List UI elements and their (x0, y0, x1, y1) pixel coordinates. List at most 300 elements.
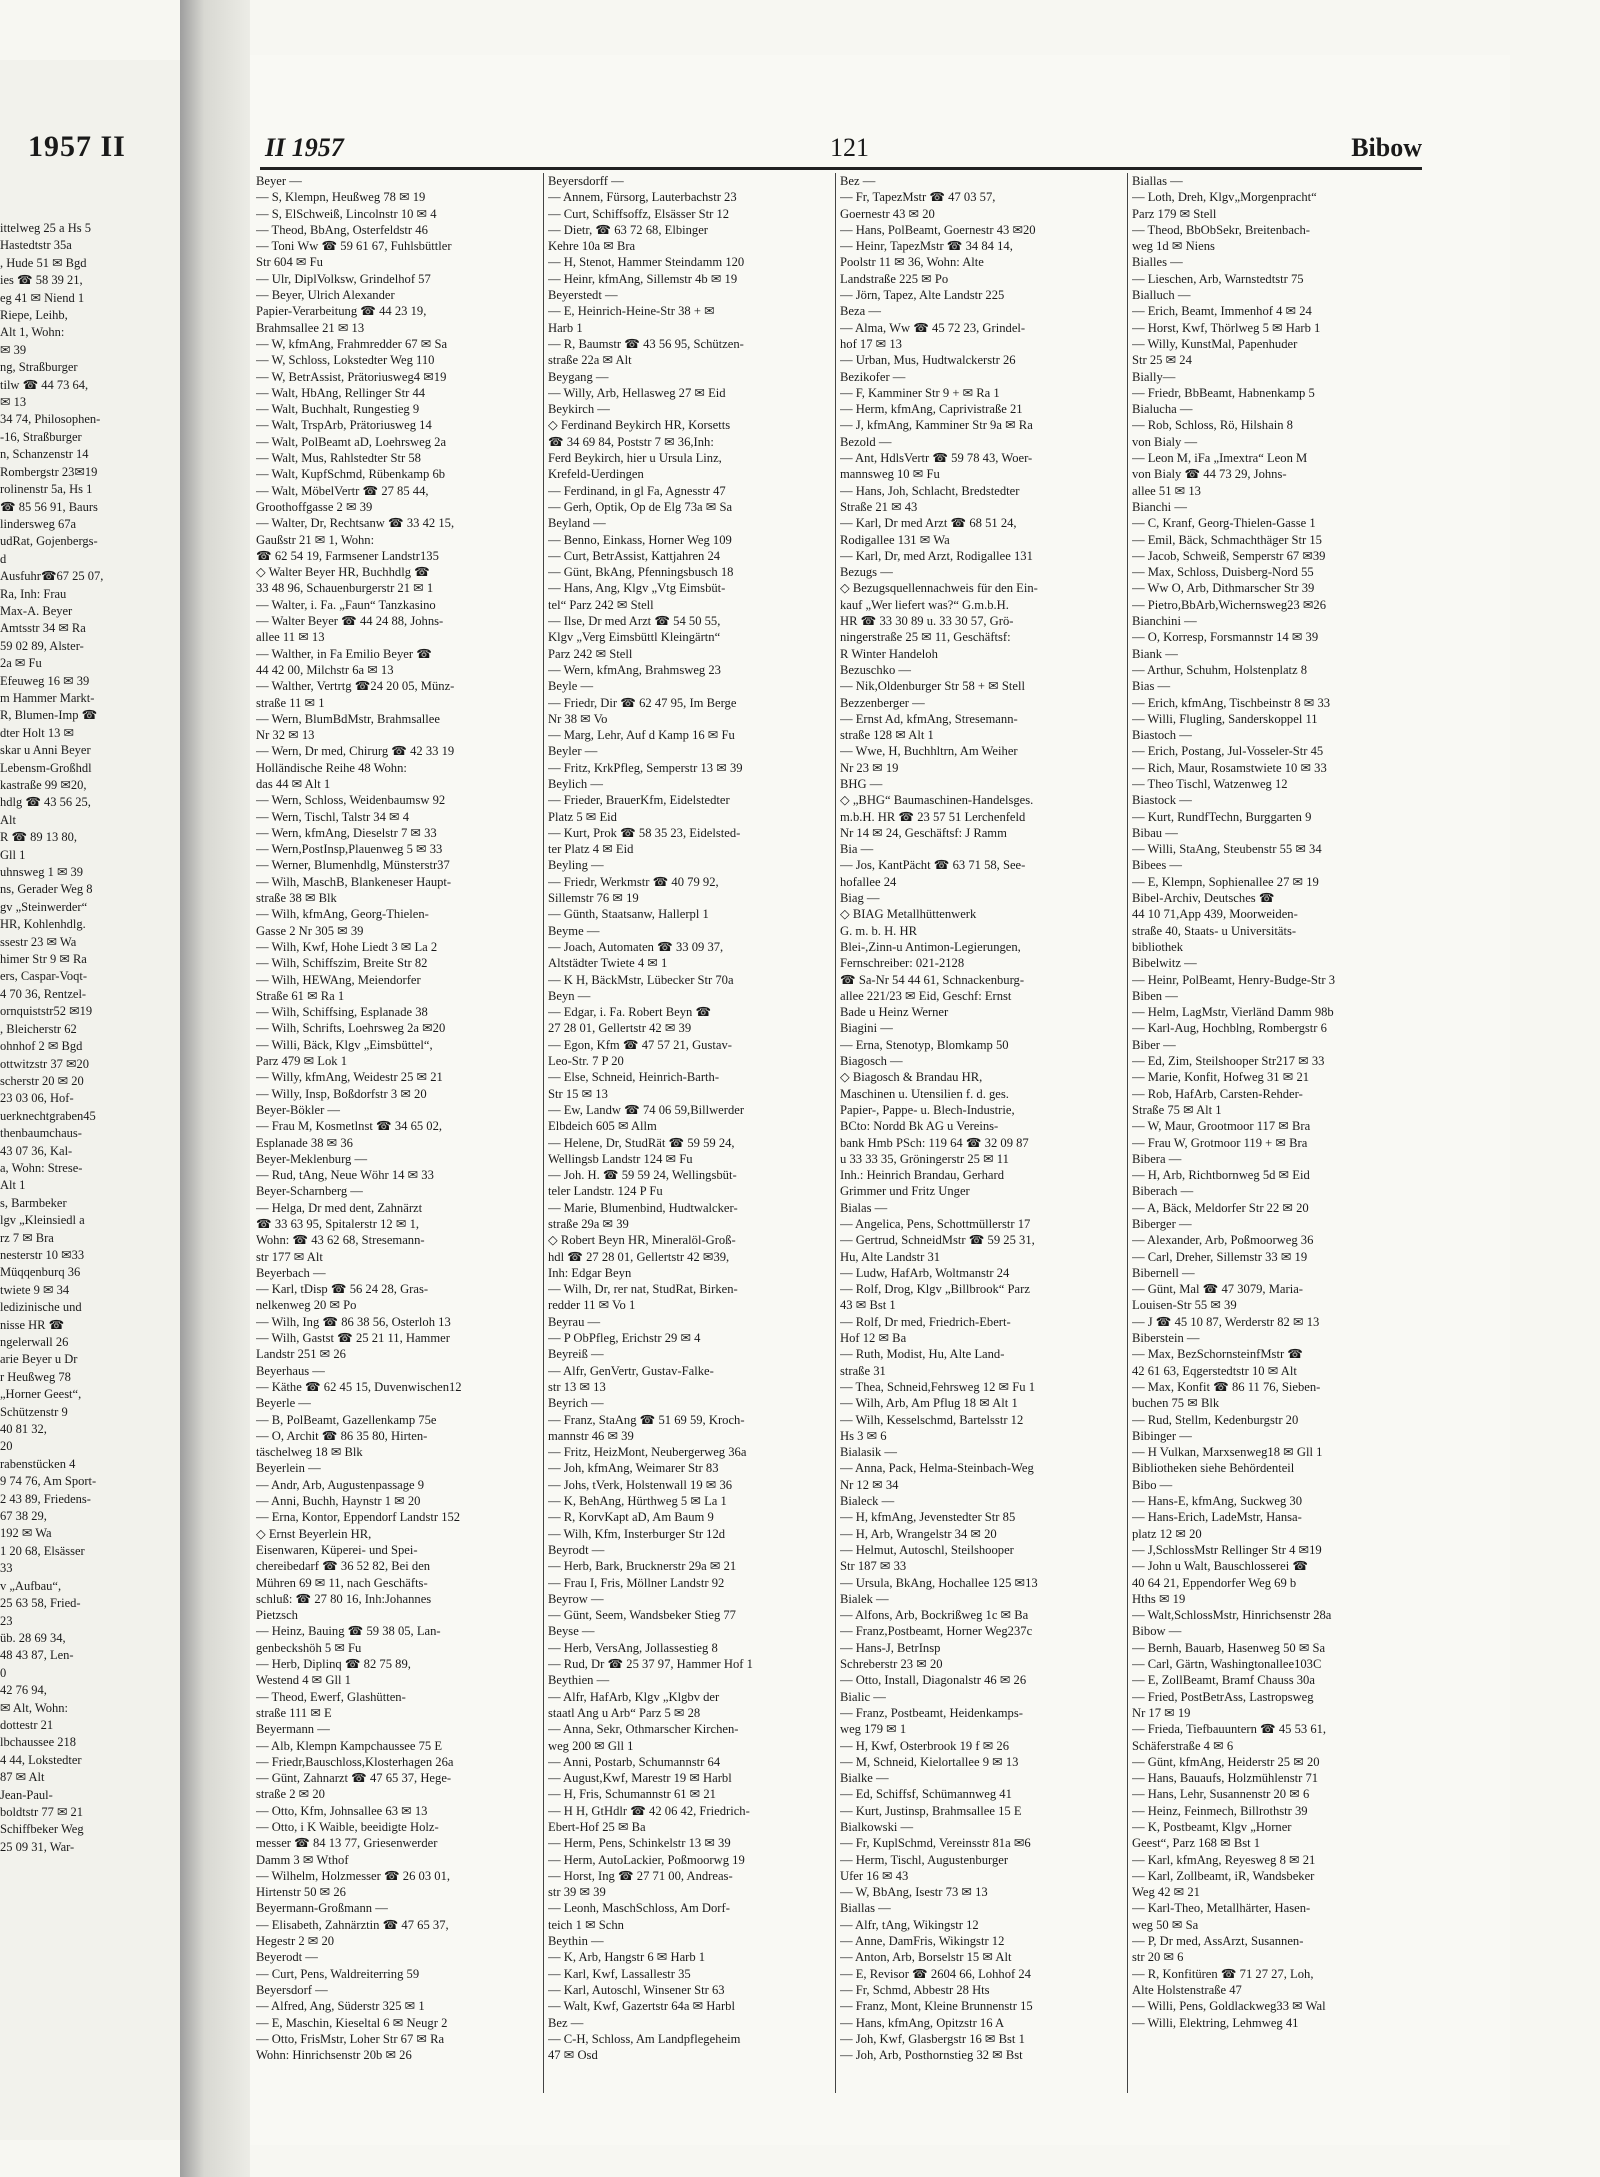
directory-entry-line: straße 31 (840, 1363, 886, 1378)
left-page-line: Lebensm-Großhdl (0, 760, 92, 775)
directory-entry-line: Mühren 69 ✉ 11, nach Geschäfts- (256, 1575, 428, 1590)
directory-entry-line: — Walt,SchlossMstr, Hinrichsenstr 28a (1132, 1608, 1332, 1623)
left-page-line: Schiffbeker Weg (0, 1822, 84, 1837)
directory-entry-line: Beyersdorf — (256, 1982, 328, 1997)
directory-entry-line: Kehre 10a ✉ Bra (548, 239, 636, 254)
directory-entry-line: — Jos, KantPächt ☎ 63 71 58, See- (840, 858, 1026, 873)
directory-entry-line: Leo-Str. 7 P 20 (548, 1054, 624, 1069)
directory-entry-line: mannsweg 10 ✉ Fu (840, 467, 940, 482)
directory-entry-line: — Marie, Blumenbind, Hudtwalcker- (548, 1200, 738, 1215)
directory-entry-line: — Gertrud, SchneidMstr ☎ 59 25 31, (840, 1233, 1035, 1248)
directory-entry-line: bibliothek (1132, 939, 1184, 954)
directory-entry-line: — Günt, Mal ☎ 47 3079, Maria- (1132, 1282, 1303, 1297)
directory-entry-line: Straße 61 ✉ Ra 1 (256, 988, 345, 1003)
directory-entry-line: — Fritz, HeizMont, Neubergerweg 36a (548, 1445, 747, 1460)
left-page-line: ✉ 13 (0, 395, 27, 410)
left-page-header: 1957 II (28, 130, 126, 163)
directory-entry-line: Bade u Heinz Werner (840, 1005, 949, 1020)
directory-entry-line: Papier-, Pappe- u. Blech-Industrie, (840, 1102, 1015, 1117)
directory-entry-line: Inh: Edgar Beyn (548, 1265, 632, 1280)
left-page-line: d (0, 551, 7, 566)
directory-entry-line: — H Vulkan, Marxsenweg18 ✉ Gll 1 (1132, 1445, 1323, 1460)
directory-entry-line: Beyerle — (256, 1396, 311, 1411)
left-page-line: lgv „Kleinsiedl a (0, 1213, 85, 1228)
directory-entry-line: — Willi, Pens, Goldlackweg33 ✉ Wal (1132, 1999, 1326, 2014)
directory-page (250, 55, 1510, 2145)
directory-entry-line: Bialeck — (840, 1494, 895, 1509)
directory-entry-line: 42 61 63, Eqgerstedtstr 10 ✉ Alt (1132, 1363, 1297, 1378)
directory-entry-line: — J ☎ 45 10 87, Werderstr 82 ✉ 13 (1132, 1314, 1320, 1329)
directory-entry-line: — Max, BezSchornsteinfMstr ☎ (1132, 1347, 1303, 1362)
directory-entry-line: — Wilh, MaschB, Blankeneser Haupt- (256, 874, 452, 889)
directory-entry-line: — Joh. H. ☎ 59 59 24, Wellingsbüt- (548, 1168, 737, 1183)
directory-entry-line: — M, Schneid, Kielortallee 9 ✉ 13 (840, 1754, 1019, 1769)
directory-entry-line: ◇ „BHG“ Baumaschinen-Handelsges. (840, 793, 1034, 808)
directory-entry-line: — E, ZollBeamt, Bramf Chauss 30a (1132, 1673, 1315, 1688)
directory-entry-line: Bibees — (1132, 858, 1183, 873)
left-page-line: Amtsstr 34 ✉ Ra (0, 621, 86, 636)
directory-entry-line: — Otto, i K Waible, beeidigte Holz- (256, 1819, 439, 1834)
directory-entry-line: ☎ 33 63 95, Spitalerstr 12 ✉ 1, (256, 1217, 420, 1231)
directory-entry-line: — S, ElSchweiß, Lincolnstr 10 ✉ 4 (256, 206, 437, 221)
left-page-line: thenbaumchaus- (0, 1126, 82, 1141)
directory-entry-line: — Karl, kfmAng, Reyesweg 8 ✉ 21 (1132, 1852, 1316, 1867)
directory-entry-line: mannstr 46 ✉ 39 (548, 1428, 634, 1443)
directory-entry-line: straße 11 ✉ 1 (256, 695, 325, 710)
directory-entry-line: Bibera — (1132, 1151, 1182, 1166)
left-page-line: eg 41 ✉ Niend 1 (0, 290, 85, 305)
directory-entry-line: Bialucha — (1132, 402, 1193, 417)
directory-entry-line: — Fried, PostBetrAss, Lastropsweg (1132, 1689, 1314, 1704)
directory-entry-line: — Erich, kfmAng, Tischbeinstr 8 ✉ 33 (1132, 695, 1331, 710)
directory-entry-line: Pietzsch (256, 1608, 298, 1623)
left-page-line: scherstr 20 ✉ 20 (0, 1073, 84, 1088)
directory-entry-line: — Frau W, Grotmoor 119 + ✉ Bra (1132, 1135, 1308, 1150)
left-page-line: uhnsweg 1 ✉ 39 (0, 865, 84, 880)
directory-entry-line: Bezzenberger — (840, 695, 925, 710)
directory-entry-line: — Otto, Install, Diagonalstr 46 ✉ 26 (840, 1673, 1027, 1688)
directory-entry-line: G. m. b. H. HR (840, 923, 917, 938)
directory-entry-line: — August,Kwf, Marestr 19 ✉ Harbl (548, 1771, 732, 1786)
directory-entry-line: Gasse 2 Nr 305 ✉ 39 (256, 923, 364, 938)
directory-entry-line: weg 1d ✉ Niens (1132, 239, 1215, 254)
directory-entry-line: — O, Archit ☎ 86 35 80, Hirten- (256, 1428, 428, 1443)
directory-entry-line: Krefeld-Uerdingen (548, 467, 644, 482)
directory-entry-line: ningerstraße 25 ✉ 11, Geschäftsf: (840, 630, 1011, 645)
left-page-line: uerknechtgraben45 (0, 1108, 96, 1123)
directory-entry-line: Beyerbach — (256, 1265, 326, 1280)
directory-entry-line: Biberach — (1132, 1184, 1194, 1199)
directory-entry-line: ◇ BIAG Metallhüttenwerk (840, 907, 977, 922)
left-page-line: Alt (0, 812, 16, 827)
directory-entry-line: weg 179 ✉ 1 (840, 1722, 907, 1737)
directory-entry-line: hdl ☎ 27 28 01, Gellertstr 42 ✉39, (548, 1249, 730, 1264)
directory-entry-line: Biagosch — (840, 1054, 903, 1069)
directory-entry-line: — Wilh, Gastst ☎ 25 21 11, Hammer (256, 1331, 450, 1346)
directory-entry-line: — John u Walt, Bauschlosserei ☎ (1132, 1559, 1309, 1574)
left-page-line: rz 7 ✉ Bra (0, 1230, 54, 1245)
directory-entry-line: — Rob, HafArb, Carsten-Rehder- (1132, 1086, 1303, 1101)
directory-entry-line: Nr 32 ✉ 13 (256, 728, 315, 743)
left-page-line: ngelerwall 26 (0, 1335, 69, 1349)
directory-entry-line: — K, Postbeamt, Klgv „Horner (1132, 1819, 1292, 1834)
directory-entry-line: — Hans, Bauaufs, Holzmühlenstr 71 (1132, 1771, 1319, 1786)
directory-entry-line: Klgv „Verg Eimsbüttl Kleingärtn“ (548, 630, 721, 645)
directory-entry-line: — Nik,Oldenburger Str 58 + ✉ Stell (840, 679, 1025, 694)
directory-entry-line: — K, Arb, Hangstr 6 ✉ Harb 1 (548, 1950, 706, 1965)
directory-entry-line: Beyland — (548, 516, 606, 531)
directory-entry-line: Nr 14 ✉ 24, Geschäftsf: J Ramm (840, 825, 1007, 840)
directory-entry-line: — Wern, kfmAng, Brahmsweg 23 (548, 662, 721, 677)
directory-entry-line: — Gerh, Optik, Op de Elg 73a ✉ Sa (548, 499, 733, 514)
directory-entry-line: — Karl-Theo, Metallhärter, Hasen- (1132, 1901, 1311, 1916)
directory-entry-line: — Herm, AutoLackier, Poßmoorwg 19 (548, 1852, 745, 1867)
directory-entry-line: Elbdeich 605 ✉ Allm (548, 1119, 657, 1134)
left-page-line: 2 43 89, Friedens- (0, 1491, 91, 1506)
directory-entry-line: — Wilhelm, Holzmesser ☎ 26 03 01, (256, 1868, 451, 1883)
left-page-line: Gll 1 (0, 847, 26, 862)
directory-entry-line: Bialek — (840, 1591, 889, 1606)
directory-entry-line: tel“ Parz 242 ✉ Stell (548, 597, 654, 612)
directory-entry-line: — Urban, Mus, Hudtwalckerstr 26 (840, 353, 1016, 368)
directory-entry-line: — Leonh, MaschSchloss, Am Dorf- (548, 1901, 730, 1916)
directory-entry-line: — Ruth, Modist, Hu, Alte Land- (840, 1347, 1005, 1362)
directory-entry-line: — Franz, StaAng ☎ 51 69 59, Kroch- (548, 1412, 745, 1427)
directory-entry-line: ◇ Ferdinand Beykirch HR, Korsetts (548, 418, 731, 433)
directory-entry-line: Beylich — (548, 776, 603, 791)
directory-entry-line: Parz 179 ✉ Stell (1132, 206, 1217, 221)
directory-entry-line: — Walther, Vertrtg ☎24 20 05, Münz- (256, 679, 455, 694)
left-page-line: Max-A. Beyer (0, 603, 73, 618)
directory-entry-line: — Herm, Pens, Schinkelstr 13 ✉ 39 (548, 1836, 731, 1851)
left-page-line: twiete 9 ✉ 34 (0, 1282, 70, 1297)
directory-entry-line: Beyermann — (256, 1722, 330, 1737)
directory-entry-line: — Hans, Lehr, Susannenstr 20 ✉ 6 (1132, 1787, 1310, 1802)
directory-entry-line: — Walt, Mus, Rahlstedter Str 58 (256, 451, 421, 466)
directory-entry-line: — Wilh, Ing ☎ 86 38 56, Osterloh 13 (256, 1314, 451, 1329)
directory-entry-line: Beyer-Bökler — (256, 1102, 341, 1117)
directory-entry-line: Ebert-Hof 25 ✉ Ba (548, 1819, 646, 1834)
directory-entry-line: — Alfons, Arb, Bockrißweg 1c ✉ Ba (840, 1608, 1029, 1623)
column-1 (256, 173, 539, 2093)
column-4 (1132, 173, 1415, 2093)
directory-entry-line: — Wilh, Schrifts, Loehrsweg 2a ✉20 (256, 1021, 446, 1036)
directory-entry-line: Poolstr 11 ✉ 36, Wohn: Alte (840, 255, 984, 270)
left-page-line: 67 38 29, (0, 1509, 47, 1524)
directory-entry-line: — Wilh, kfmAng, Georg-Thielen- (256, 907, 429, 922)
directory-entry-line: Bianchini — (1132, 614, 1197, 629)
left-page-line: , Hude 51 ✉ Bgd (0, 255, 87, 270)
directory-entry-line: Hths ✉ 19 (1132, 1591, 1186, 1606)
directory-entry-line: — Jörn, Tapez, Alte Landstr 225 (840, 288, 1005, 303)
directory-entry-line: Fernschreiber: 021-2128 (840, 956, 965, 971)
directory-entry-line: — F, Kamminer Str 9 + ✉ Ra 1 (840, 385, 1000, 400)
directory-entry-line: — Helmut, Autoschl, Steilshooper (840, 1542, 1014, 1557)
directory-entry-line: — Loth, Dreh, Klgv„Morgenpracht“ (1132, 190, 1317, 205)
left-page-line: 33 (0, 1561, 13, 1576)
directory-entry-line: nelkenweg 20 ✉ Po (256, 1298, 357, 1313)
directory-entry-line: Hof 12 ✉ Ba (840, 1331, 907, 1346)
directory-entry-line: — Elisabeth, Zahnärztin ☎ 47 65 37, (256, 1917, 449, 1932)
directory-entry-line: — Pietro,BbArb,Wichernsweg23 ✉26 (1132, 597, 1327, 612)
directory-entry-line: — Günt, kfmAng, Heiderstr 25 ✉ 20 (1132, 1754, 1320, 1769)
directory-entry-line: — Walt, Buchhalt, Rungestieg 9 (256, 402, 420, 417)
directory-entry-line: — Frau M, Kosmetlnst ☎ 34 65 02, (256, 1119, 443, 1134)
directory-entry-line: — Heinz, Bauing ☎ 59 38 05, Lan- (256, 1624, 441, 1639)
left-page-line: Ausfuhr☎67 25 07, (0, 569, 104, 584)
left-page-line: -16, Straßburger (0, 429, 82, 444)
directory-entry-line: — K, BehAng, Hürthweg 5 ✉ La 1 (548, 1494, 727, 1509)
directory-entry-line: — Herb, Diplinq ☎ 82 75 89, (256, 1657, 411, 1672)
directory-entry-line: — Ed, Schiffsf, Schümannweg 41 (840, 1787, 1012, 1802)
directory-entry-line: — Wern,PostInsp,Plauenweg 5 ✉ 33 (256, 842, 443, 857)
directory-entry-line: — Wwe, H, Buchhltrn, Am Weiher (840, 744, 1018, 759)
directory-entry-line: — Andr, Arb, Augustenpassage 9 (256, 1477, 425, 1492)
directory-entry-line: 33 48 96, Schauenburgerstr 21 ✉ 1 (256, 581, 434, 596)
directory-entry-line: Bialic — (840, 1689, 886, 1704)
directory-entry-line: — Ernst Ad, kfmAng, Stresemann- (840, 711, 1018, 726)
directory-entry-line: Bianchi — (1132, 499, 1187, 514)
directory-entry-line: — Joh, Arb, Posthornstieg 32 ✉ Bst (840, 2048, 1023, 2063)
directory-entry-line: 43 ✉ Bst 1 (840, 1298, 896, 1313)
directory-entry-line: — Edgar, i. Fa. Robert Beyn ☎ (548, 1005, 712, 1020)
directory-entry-line: — Franz, Mont, Kleine Brunnenstr 15 (840, 1999, 1033, 2014)
directory-entry-line: — Frau I, Fris, Möllner Landstr 92 (548, 1575, 725, 1590)
directory-entry-line: — Friedr,Bauschloss,Klosterhagen 26a (256, 1754, 454, 1769)
left-page-line: rabenstücken 4 (0, 1456, 76, 1471)
left-page-line: 40 81 32, (0, 1422, 47, 1437)
directory-entry-line: Beythin — (548, 1934, 604, 1949)
directory-entry-line: — C-H, Schloss, Am Landpflegeheim (548, 2031, 741, 2046)
directory-entry-line: — Alfr, tAng, Wikingstr 12 (840, 1917, 979, 1932)
directory-entry-line: — Anna, Sekr, Othmarscher Kirchen- (548, 1722, 739, 1737)
directory-entry-line: Beythien — (548, 1673, 610, 1688)
directory-entry-line: Beyerhaus — (256, 1363, 325, 1378)
directory-entry-line: Beyrow — (548, 1591, 604, 1606)
directory-entry-line: — Theod, BbAng, Osterfeldstr 46 (256, 222, 428, 237)
directory-entry-line: Beyersdorff — (548, 174, 624, 188)
directory-entry-line: Landstr 251 ✉ 26 (256, 1347, 346, 1362)
directory-entry-line: Biag — (840, 891, 880, 906)
directory-entry-line: bank Hmb PSch: 119 64 ☎ 32 09 87 (840, 1135, 1029, 1150)
directory-entry-line: — Willi, StaAng, Steubenstr 55 ✉ 34 (1132, 842, 1322, 857)
directory-entry-line: — Otto, Kfm, Johnsallee 63 ✉ 13 (256, 1803, 428, 1818)
directory-entry-line: Nr 12 ✉ 34 (840, 1477, 899, 1492)
directory-entry-line: — Helm, LagMstr, Vierländ Damm 98b (1132, 1005, 1334, 1020)
directory-entry-line: ◇ Bezugsquellennachweis für den Ein- (840, 581, 1038, 596)
directory-entry-line: — Rich, Maur, Rosamstwiete 10 ✉ 33 (1132, 760, 1327, 775)
directory-entry-line: Bialke — (840, 1771, 889, 1786)
directory-entry-line: ◇ Biagosch & Brandau HR, (840, 1070, 983, 1085)
directory-entry-line: — Herm, Tischl, Augustenburger (840, 1852, 1009, 1867)
directory-entry-line: — A, Bäck, Meldorfer Str 22 ✉ 20 (1132, 1200, 1309, 1215)
left-page-line: dottestr 21 (0, 1717, 54, 1732)
directory-entry-line: — Alma, Ww ☎ 45 72 23, Grindel- (840, 320, 1026, 335)
directory-entry-line: — Curt, Schiffsoffz, Elsässer Str 12 (548, 206, 730, 221)
directory-entry-line: — Lieschen, Arb, Warnstedtstr 75 (1132, 271, 1304, 286)
left-page-line: 4 44, Lokstedter (0, 1752, 82, 1767)
directory-entry-line: Biber — (1132, 1037, 1176, 1052)
directory-entry-line: — Erich, Beamt, Immenhof 4 ✉ 24 (1132, 304, 1312, 319)
left-page-line: gv „Steinwerder“ (0, 899, 88, 914)
left-page-line: 43 07 36, Kal- (0, 1143, 73, 1158)
directory-entry-line: Nr 17 ✉ 19 (1132, 1705, 1191, 1720)
directory-entry-line: — E, Klempn, Sophienallee 27 ✉ 19 (1132, 874, 1319, 889)
directory-entry-line: von Bialy ☎ 44 73 29, Johns- (1132, 467, 1287, 482)
left-page-line: 2a ✉ Fu (0, 656, 42, 671)
directory-entry-line: — Toni Ww ☎ 59 61 67, Fuhlsbüttler (256, 239, 452, 254)
directory-entry-line: hofallee 24 (840, 874, 897, 889)
directory-entry-line: — Alexander, Arb, Poßmoorweg 36 (1132, 1233, 1314, 1248)
directory-entry-line: — O, Korresp, Forsmannstr 14 ✉ 39 (1132, 630, 1319, 645)
left-page-text (0, 220, 180, 1856)
left-page-line: tilw ☎ 44 73 64, (0, 377, 89, 392)
left-page-line: Rombergstr 23✉19 (0, 464, 98, 479)
directory-entry-line: teich 1 ✉ Schn (548, 1917, 624, 1932)
directory-entry-line: Hu, Alte Landstr 31 (840, 1249, 941, 1264)
directory-entry-line: str 20 ✉ 6 (1132, 1950, 1184, 1965)
left-page-line: 42 76 94, (0, 1683, 47, 1698)
directory-entry-line: Beyer-Scharnberg — (256, 1184, 363, 1199)
directory-entry-line: redder 11 ✉ Vo 1 (548, 1298, 636, 1313)
directory-entry-line: — Joh, Kwf, Glasbergstr 16 ✉ Bst 1 (840, 2031, 1025, 2046)
page-number: 121 (830, 133, 869, 162)
directory-entry-line: — Walt, MöbelVertr ☎ 27 85 44, (256, 483, 429, 498)
directory-entry-line: — Joh, kfmAng, Weimarer Str 83 (548, 1461, 719, 1476)
left-page-line: 192 ✉ Wa (0, 1526, 52, 1541)
directory-entry-line: — Wern, Schloss, Weidenbaumsw 92 (256, 793, 446, 808)
directory-entry-line: — Anton, Arb, Borselstr 15 ✉ Alt (840, 1950, 1012, 1965)
directory-entry-line: — Friedr, Dir ☎ 62 47 95, Im Berge (548, 695, 737, 710)
directory-entry-line: straße 2 ✉ 20 (256, 1787, 325, 1802)
directory-entry-line: — Fr, TapezMstr ☎ 47 03 57, (840, 190, 996, 205)
directory-entry-line: — W, kfmAng, Frahmredder 67 ✉ Sa (256, 336, 448, 351)
directory-entry-line: — R, Konfitüren ☎ 71 27 27, Loh, (1132, 1966, 1314, 1981)
directory-entry-line: — Wern, Dr med, Chirurg ☎ 42 33 19 (256, 744, 455, 759)
directory-entry-line: — Walt, HbAng, Rellinger Str 44 (256, 385, 426, 400)
left-page-line: , Bleicherstr 62 (0, 1021, 77, 1036)
directory-entry-line: — Carl, Gärtn, Washingtonallee103C (1132, 1657, 1322, 1672)
running-head: Bibow (1351, 133, 1422, 162)
directory-entry-line: straße 128 ✉ Alt 1 (840, 728, 934, 743)
directory-entry-line: — Wern, BlumBdMstr, Brahmsallee (256, 711, 440, 726)
directory-entry-line: Beyer — (256, 174, 302, 188)
left-page-line: R, Blumen-Imp ☎ (0, 708, 98, 723)
directory-entry-line: — Willi, Bäck, Klgv „Eimsbüttel“, (256, 1037, 433, 1052)
directory-entry-line: allee 11 ✉ 13 (256, 630, 325, 645)
directory-entry-line: — Karl, tDisp ☎ 56 24 28, Gras- (256, 1282, 429, 1297)
left-page-line: ottwitzstr 37 ✉20 (0, 1056, 89, 1071)
directory-entry-line: Beyme — (548, 923, 600, 938)
directory-entry-line: — Willy, Arb, Hellasweg 27 ✉ Eid (548, 385, 726, 400)
directory-entry-line: — Heinr, TapezMstr ☎ 34 84 14, (840, 239, 1013, 254)
directory-entry-line: Alte Holstenstraße 47 (1132, 1982, 1242, 1997)
left-page-line: udRat, Gojenbergs- (0, 534, 98, 549)
directory-entry-line: Nr 23 ✉ 19 (840, 760, 899, 775)
directory-entry-line: — Günt, Zahnarzt ☎ 47 65 37, Hege- (256, 1771, 452, 1786)
directory-entry-line: — Anne, DamFris, Wikingstr 12 (840, 1934, 1005, 1949)
left-page-line: 59 02 89, Alster- (0, 638, 84, 653)
directory-entry-line: u 33 33 35, Gröningerstr 25 ✉ 11 (840, 1151, 1009, 1166)
directory-entry-line: — W, BbAng, Isestr 73 ✉ 13 (840, 1885, 988, 1900)
directory-entry-line: schluß: ☎ 27 80 16, Inh:Johannes (256, 1591, 432, 1606)
directory-entry-line: — H, Stenot, Hammer Steindamm 120 (548, 255, 745, 270)
directory-entry-line: str 13 ✉ 13 (548, 1379, 606, 1394)
directory-entry-line: Groothoffgasse 2 ✉ 39 (256, 499, 373, 514)
directory-entry-line: — R, KorvKapt aD, Am Baum 9 (548, 1510, 714, 1525)
directory-entry-line: — E, Revisor ☎ 2604 66, Lohhof 24 (840, 1966, 1031, 1981)
directory-entry-line: — Alfred, Ang, Süderstr 325 ✉ 1 (256, 1999, 425, 2014)
directory-entry-line: Ufer 16 ✉ 43 (840, 1868, 909, 1883)
directory-entry-line: allee 221/23 ✉ Eid, Geschf: Ernst (840, 988, 1012, 1003)
directory-entry-line: — Wilh, Kwf, Hohe Liedt 3 ✉ La 2 (256, 939, 438, 954)
directory-entry-line: — Leon M, iFa „Imextra“ Leon M (1132, 451, 1308, 466)
directory-entry-line: Beyerlein — (256, 1461, 321, 1476)
directory-entry-line: Brahmsallee 21 ✉ 13 (256, 320, 365, 335)
directory-entry-line: — Wern, Tischl, Talstr 34 ✉ 4 (256, 809, 410, 824)
directory-entry-line: buchen 75 ✉ Blk (1132, 1396, 1220, 1411)
left-page-line: üb. 28 69 34, (0, 1630, 66, 1645)
directory-entry-line: Bialasik — (840, 1445, 898, 1460)
directory-entry-line: — Wilh, Arb, Am Pflug 18 ✉ Alt 1 (840, 1396, 1018, 1411)
directory-entry-line: — Wilh, Kesselschmd, Bartelsstr 12 (840, 1412, 1024, 1427)
directory-entry-line: — Walt, PolBeamt aD, Loehrsweg 2a (256, 434, 447, 449)
directory-entry-line: von Bialy — (1132, 434, 1198, 449)
directory-entry-line: — Anni, Buchh, Haynstr 1 ✉ 20 (256, 1494, 421, 1509)
directory-entry-line: — Werner, Blumenhdlg, Münsterstr37 (256, 858, 450, 873)
directory-entry-line: — Kurt, Prok ☎ 58 35 23, Eidelsted- (548, 825, 741, 840)
left-page-line: n, Schanzenstr 14 (0, 447, 89, 462)
directory-entry-line: — Otto, FrisMstr, Loher Str 67 ✉ Ra (256, 2031, 445, 2046)
directory-entry-line: Bezikofer — (840, 369, 906, 384)
directory-entry-line: Bezold — (840, 434, 892, 449)
directory-entry-line: — Wern, kfmAng, Dieselstr 7 ✉ 33 (256, 825, 437, 840)
left-page-line: Jean-Paul- (0, 1787, 53, 1802)
left-page-line: v „Aufbau“, (0, 1578, 62, 1593)
directory-entry-line: Parz 479 ✉ Lok 1 (256, 1054, 347, 1069)
directory-entry-line: — Hans, Ang, Klgv „Vtg Eimsbüt- (548, 581, 726, 596)
directory-entry-line: ter Platz 4 ✉ Eid (548, 842, 634, 857)
directory-entry-line: straße 38 ✉ Blk (256, 891, 337, 906)
directory-entry-line: — Herb, Bark, Brucknerstr 29a ✉ 21 (548, 1559, 737, 1574)
directory-entry-line: — Rud, Dr ☎ 25 37 97, Hammer Hof 1 (548, 1657, 753, 1672)
directory-entry-line: — Beyer, Ulrich Alexander (256, 288, 395, 303)
left-page-line: Schützenstr 9 (0, 1404, 68, 1419)
directory-entry-line: — Wilh, Dr, rer nat, StudRat, Birken- (548, 1282, 738, 1297)
left-page-line: lindersweg 67a (0, 516, 77, 531)
directory-entry-line: genbeckshöh 5 ✉ Fu (256, 1640, 362, 1655)
directory-entry-line: — Max, Konfit ☎ 86 11 76, Sieben- (1132, 1379, 1321, 1394)
directory-entry-line: — Herb, VersAng, Jollassestieg 8 (548, 1640, 718, 1655)
directory-entry-line: — Rolf, Drog, Klgv „Billbrook“ Parz (840, 1282, 1030, 1297)
directory-entry-line: messer ☎ 84 13 77, Griesenwerder (256, 1836, 438, 1851)
directory-entry-line: — Karl, Dr, med Arzt, Rodigallee 131 (840, 548, 1033, 563)
directory-entry-line: — Walt, TrspArb, Prätoriusweg 14 (256, 418, 432, 433)
directory-entry-line: Hs 3 ✉ 6 (840, 1428, 887, 1443)
directory-entry-line: Blei-,Zinn-u Antimon-Legierungen, (840, 939, 1021, 954)
directory-entry-line: ◇ Walter Beyer HR, Buchhdlg ☎ (256, 565, 430, 580)
directory-entry-line: Platz 5 ✉ Eid (548, 809, 617, 824)
directory-entry-line: 44 42 00, Milchstr 6a ✉ 13 (256, 662, 394, 677)
column-3 (840, 173, 1123, 2093)
directory-entry-line: — Ferdinand, in gl Fa, Agnesstr 47 (548, 483, 726, 498)
directory-entry-line: Beyermann-Großmann — (256, 1901, 388, 1916)
directory-entry-line: — Theo Tischl, Watzenweg 12 (1132, 776, 1288, 791)
directory-entry-line: — Joach, Automaten ☎ 33 09 37, (548, 939, 724, 954)
directory-entry-line: — Frieder, BrauerKfm, Eidelstedter (548, 793, 730, 808)
directory-entry-line: BHG — (840, 776, 883, 791)
directory-entry-line: — Benno, Einkass, Horner Weg 109 (548, 532, 732, 547)
